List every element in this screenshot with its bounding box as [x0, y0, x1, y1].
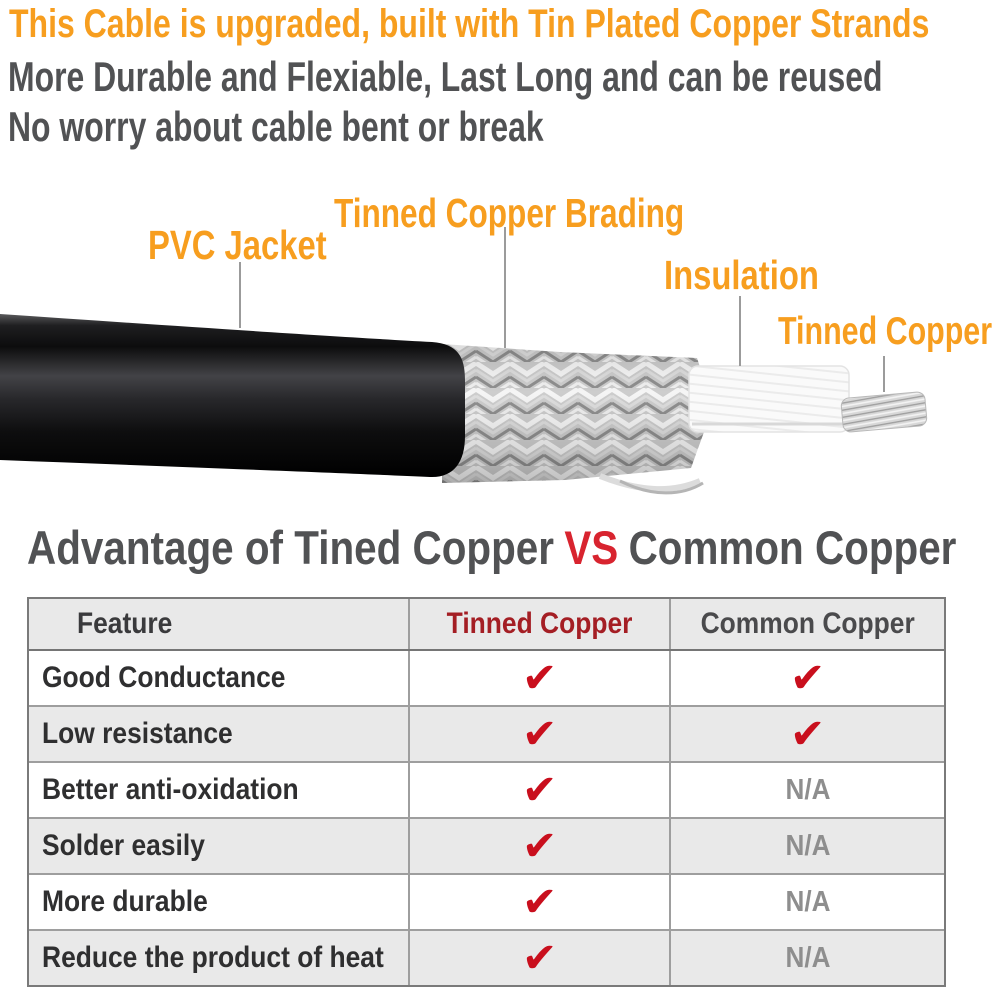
- comparison-table: [27, 597, 946, 987]
- header-tinned-copper-cell: [408, 599, 669, 649]
- comparison-title: [27, 520, 1000, 575]
- feature-label: Reduce the product of heat: [42, 941, 384, 974]
- feature-cell: [29, 763, 408, 817]
- na-label: N/A: [785, 885, 830, 918]
- headline-line3-text: No worry about cable bent or break: [8, 103, 544, 150]
- table-row: [29, 761, 944, 817]
- insulation-shape: [689, 366, 849, 432]
- table-row: [29, 873, 944, 929]
- headline-line2: [8, 53, 1000, 101]
- headline-line3: [8, 103, 713, 151]
- feature-label: Low resistance: [42, 717, 233, 750]
- check-icon: ✔: [521, 709, 558, 758]
- table-row: [29, 705, 944, 761]
- feature-cell: [29, 931, 408, 985]
- label-tinned-copper-text: Tinned Copper: [778, 310, 993, 353]
- table-row: [29, 817, 944, 873]
- cable-diagram: [0, 180, 1000, 530]
- tinned-copper-cell: [408, 931, 669, 985]
- table-row: [29, 929, 944, 985]
- pvc-jacket-shape: [0, 314, 465, 477]
- check-icon: ✔: [789, 653, 826, 702]
- comparison-title-text: [27, 520, 956, 575]
- feature-label: Good Conductance: [42, 661, 286, 694]
- header-feature-cell: [29, 599, 408, 649]
- na-label: N/A: [785, 773, 830, 806]
- common-copper-cell: [669, 931, 944, 985]
- check-icon: ✔: [521, 933, 558, 982]
- tinned-copper-cell: [408, 651, 669, 705]
- common-copper-cell: [669, 707, 944, 761]
- comparison-title-prefix: Advantage of Tined Copper: [27, 521, 555, 574]
- feature-label: Better anti-oxidation: [42, 773, 299, 806]
- comparison-table-body: [29, 649, 944, 985]
- common-copper-cell: [669, 875, 944, 929]
- header-feature-label: Feature: [77, 607, 173, 640]
- label-tinned-copper-brading: [334, 190, 789, 237]
- feature-label: More durable: [42, 885, 208, 918]
- table-row: [29, 649, 944, 705]
- label-tinned-copper: [778, 310, 1000, 354]
- tinned-copper-conductor-shape: [841, 391, 928, 432]
- tinned-copper-cell: [408, 707, 669, 761]
- label-pvc-jacket-text: PVC Jacket: [148, 222, 327, 268]
- check-icon: ✔: [521, 653, 558, 702]
- check-icon: ✔: [521, 877, 558, 926]
- feature-cell: [29, 819, 408, 873]
- comparison-title-suffix: Common Copper: [628, 521, 957, 574]
- headline-line1-text: This Cable is upgraded, built with Tin Plated Copper Strands: [9, 2, 930, 46]
- feature-cell: [29, 651, 408, 705]
- tinned-copper-cell: [408, 763, 669, 817]
- common-copper-cell: [669, 763, 944, 817]
- check-icon: ✔: [521, 821, 558, 870]
- label-insulation-text: Insulation: [664, 252, 819, 298]
- tinned-copper-cell: [408, 819, 669, 873]
- feature-label: Solder easily: [42, 829, 205, 862]
- label-insulation: [664, 252, 858, 299]
- stray-strand: [600, 476, 700, 489]
- header-common-copper-cell: [669, 599, 944, 649]
- header-common-copper-label: Common Copper: [700, 607, 915, 640]
- headline-line2-text: More Durable and Flexiable, Last Long and can be reused: [8, 53, 883, 100]
- feature-cell: [29, 707, 408, 761]
- copper-braiding-shape: [442, 344, 704, 493]
- feature-cell: [29, 875, 408, 929]
- check-icon: ✔: [789, 709, 826, 758]
- label-tinned-copper-brading-text: Tinned Copper Brading: [334, 190, 685, 236]
- table-header-row: [29, 599, 944, 649]
- common-copper-cell: [669, 819, 944, 873]
- na-label: N/A: [785, 941, 830, 974]
- header-tinned-copper-label: Tinned Copper: [446, 607, 633, 640]
- headline-line1: [9, 2, 1000, 47]
- check-icon: ✔: [521, 765, 558, 814]
- common-copper-cell: [669, 651, 944, 705]
- comparison-title-vs: VS: [564, 521, 619, 574]
- tinned-copper-cell: [408, 875, 669, 929]
- na-label: N/A: [785, 829, 830, 862]
